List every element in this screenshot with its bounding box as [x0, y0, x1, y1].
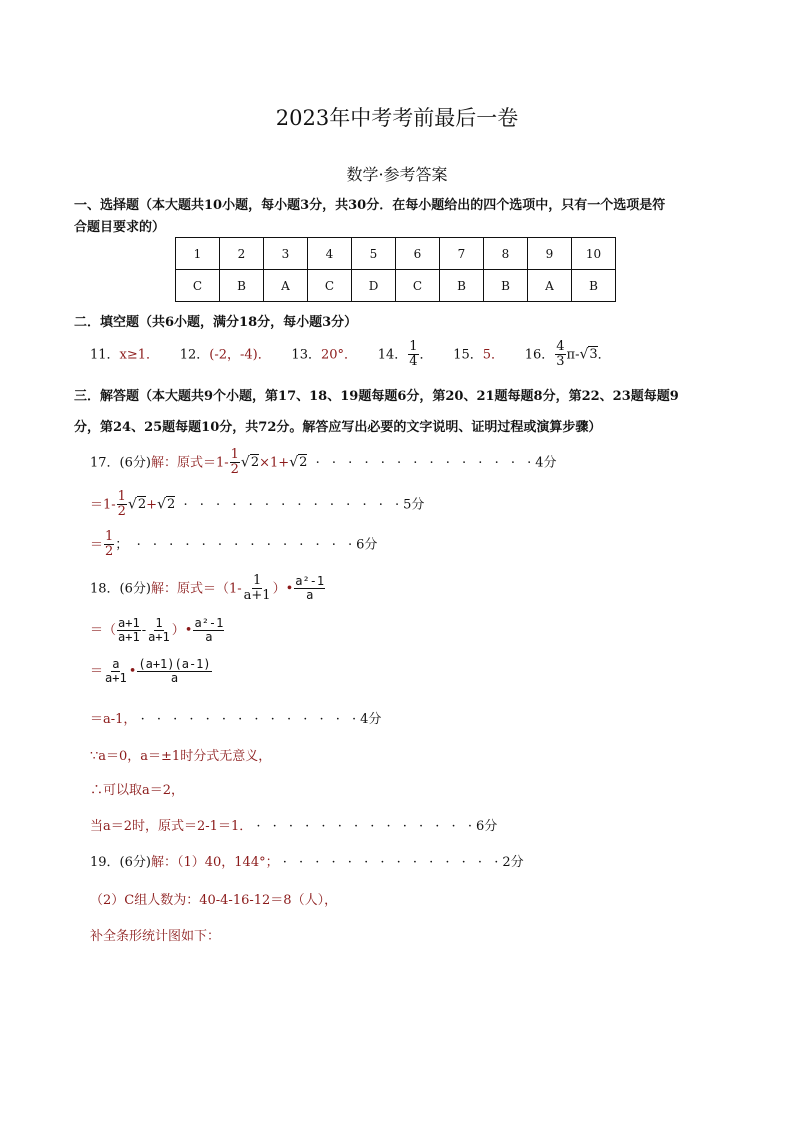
fraction-denominator: 4 [409, 354, 418, 370]
answer-cell: A [528, 270, 572, 302]
q18-fraction [117, 617, 141, 644]
q18-l2-minus: - [141, 623, 147, 639]
leader-dots: · · · · · · · · · · · · · · [140, 712, 361, 727]
q17-l3-end: ； [115, 537, 129, 553]
page-subtitle: 数学·参考答案 [346, 165, 448, 184]
q18-l1-close: ）• [272, 581, 294, 597]
q17-label: 17．(6分) [90, 455, 151, 471]
q18-fraction [104, 658, 128, 685]
q11-answer: x≥1． [119, 347, 160, 363]
section1-heading-line2: 合题目要求的） [74, 220, 166, 235]
q16-end: ． [597, 347, 611, 363]
answer-table [175, 237, 616, 302]
q18-line5: ∵a＝0，a＝±1时分式无意义， [90, 749, 272, 764]
q12-label: 12． [179, 347, 210, 363]
q19-note: 补全条形统计图如下： [90, 929, 221, 944]
fraction-numerator: 1 [252, 573, 262, 588]
answer-cell: B [220, 270, 264, 302]
question-number: 4 [308, 238, 352, 270]
fraction-numerator: a+1 [118, 616, 140, 630]
q18-l3-dot: • [128, 664, 137, 680]
q17-middle: ×1+ [259, 455, 290, 471]
q17-solve: 解：原式＝1- [150, 455, 229, 471]
leader-dots: · · · · · · · · · · · · · · [282, 855, 503, 870]
q17-radicand: 2 [299, 455, 308, 471]
answer-table-number-row [176, 238, 616, 270]
sqrt-icon: √ [579, 346, 589, 363]
fraction-denominator: a+1 [118, 630, 140, 645]
section2-heading: 二．填空题（共6小题，满分18分，每小题3分） [74, 315, 358, 330]
q18-line3 [90, 658, 213, 685]
page-title: 2023年中考考前最后一卷 [275, 106, 519, 130]
answer-cell: B [484, 270, 528, 302]
q17-l2-pre: ＝1- [90, 497, 116, 513]
score-label: 6分 [475, 819, 498, 834]
leader-dots: · · · · · · · · · · · · · · [183, 497, 404, 513]
q12-answer: (-2，-4)． [209, 347, 271, 363]
answer-cell: C [396, 270, 440, 302]
q18-fraction [243, 574, 272, 604]
answer-cell: D [352, 270, 396, 302]
fraction-numerator: 1 [117, 489, 126, 504]
q18-fraction [193, 617, 224, 644]
q17-radicand: 2 [137, 497, 147, 513]
q15-answer: 5． [482, 347, 505, 363]
score-label: 6分 [356, 537, 378, 553]
q13-label: 13． [291, 347, 321, 363]
q15-label: 15． [453, 347, 483, 363]
q17-radicand: 2 [250, 455, 260, 471]
question-number: 3 [264, 238, 308, 270]
q18-line2 [90, 617, 225, 644]
leader-dots: · · · · · · · · · · · · · · [315, 455, 536, 471]
q19-solve: 解：（1）40，144°； [150, 855, 279, 870]
q17-l3-pre: ＝ [90, 537, 104, 553]
q18-fraction [137, 658, 211, 685]
fraction-numerator: 1 [409, 339, 418, 354]
question-number: 1 [176, 238, 220, 270]
fraction-denominator: 2 [117, 504, 126, 520]
q18-l7: 当a＝2时，原式＝2-1＝1． [90, 819, 253, 834]
fraction-numerator: 1 [105, 529, 114, 544]
q17-radicand: 2 [166, 497, 176, 513]
fraction-denominator: a+1 [243, 588, 271, 604]
q18-l4: ＝a-1， [90, 712, 137, 727]
q19-part2: （2）C组人数为：40-4-16-12＝8（人）， [90, 893, 338, 908]
q16-label: 16． [524, 347, 555, 363]
q18-line7 [90, 815, 497, 834]
q17-l2-mid: + [146, 497, 158, 513]
score-label: 4分 [535, 455, 557, 471]
question-number: 9 [528, 238, 572, 270]
answer-cell: C [176, 270, 220, 302]
q18-l2-close: ）• [171, 623, 193, 639]
section1-heading-line1: 一、选择题（本大题共10小题，每小题3分，共30分．在每小题给出的四个选项中，只有一个选项是符 [74, 198, 666, 213]
fraction-denominator: 2 [105, 544, 114, 560]
q18-fraction [294, 575, 325, 602]
q18-label: 18．(6分) [90, 581, 151, 597]
q19-label: 19．(6分) [90, 855, 151, 870]
section3-heading-line1: 三．解答题（本大题共9个小题，第17、18、19题每题6分，第20、21题每题8分，第22、23题每题9 [74, 389, 679, 404]
fraction-denominator: a [170, 671, 179, 686]
q16-rest: π- [566, 347, 580, 363]
q18-line6: ∴可以取a＝2， [90, 783, 185, 798]
sqrt-icon: √ [289, 454, 299, 471]
q11-label: 11． [90, 347, 120, 363]
answer-cell: B [440, 270, 484, 302]
fraction-numerator: a²-1 [295, 574, 325, 589]
q17-fraction [117, 490, 127, 520]
q18-l2-pre: ＝（ [90, 623, 117, 639]
fraction-denominator: 2 [230, 462, 239, 478]
question-number: 5 [352, 238, 396, 270]
fraction-numerator: 4 [556, 339, 565, 354]
q16-radicand: 3 [589, 347, 598, 363]
q19-line1 [90, 851, 524, 870]
sqrt-icon: √ [127, 496, 137, 513]
section3-heading-line2: 分，第24、25题每题10分，共72分。解答应写出必要的文字说明、证明过程或演算步骤） [74, 420, 602, 435]
score-label: 2分 [502, 855, 524, 870]
sqrt-icon: √ [157, 496, 166, 513]
fraction-numerator: (a+1)(a-1) [138, 657, 211, 671]
score-label: 5分 [403, 497, 425, 513]
fraction-denominator: 3 [556, 354, 565, 370]
q17-fraction [104, 530, 114, 560]
fraction-numerator: 1 [230, 447, 239, 462]
q18-line1 [90, 574, 326, 604]
q18-solve: 解：原式＝（1- [150, 581, 242, 597]
fraction-denominator: a+1 [105, 671, 127, 686]
question-number: 10 [572, 238, 616, 270]
leader-dots: · · · · · · · · · · · · · · [256, 819, 476, 834]
question-number: 7 [440, 238, 484, 270]
q18-line4 [90, 708, 381, 727]
fraction-denominator: a [205, 630, 213, 645]
q13-answer: 20°． [320, 347, 358, 363]
fill-blank-answers [90, 340, 611, 370]
fraction-denominator: a [306, 588, 314, 603]
q14-fraction [408, 340, 418, 370]
q18-fraction [147, 617, 171, 644]
q14-end: ． [419, 347, 433, 363]
q14-label: 14． [377, 347, 408, 363]
answer-cell: A [264, 270, 308, 302]
fraction-numerator: a [112, 657, 120, 671]
q18-l3-pre: ＝ [90, 664, 104, 680]
answer-table-answer-row [176, 270, 616, 302]
score-label: 4分 [360, 712, 382, 727]
answer-cell: C [308, 270, 352, 302]
q16-fraction [555, 340, 565, 370]
question-number: 2 [220, 238, 264, 270]
q17-line1 [90, 448, 557, 478]
leader-dots: · · · · · · · · · · · · · · [136, 537, 357, 553]
q17-line3 [90, 530, 377, 560]
question-number: 8 [484, 238, 528, 270]
q17-fraction [230, 448, 240, 478]
fraction-denominator: a+1 [148, 630, 170, 645]
answer-cell: B [572, 270, 616, 302]
fraction-numerator: 1 [155, 616, 163, 630]
q17-line2 [90, 490, 424, 520]
question-number: 6 [396, 238, 440, 270]
sqrt-icon: √ [240, 454, 250, 471]
fraction-numerator: a²-1 [194, 616, 224, 630]
